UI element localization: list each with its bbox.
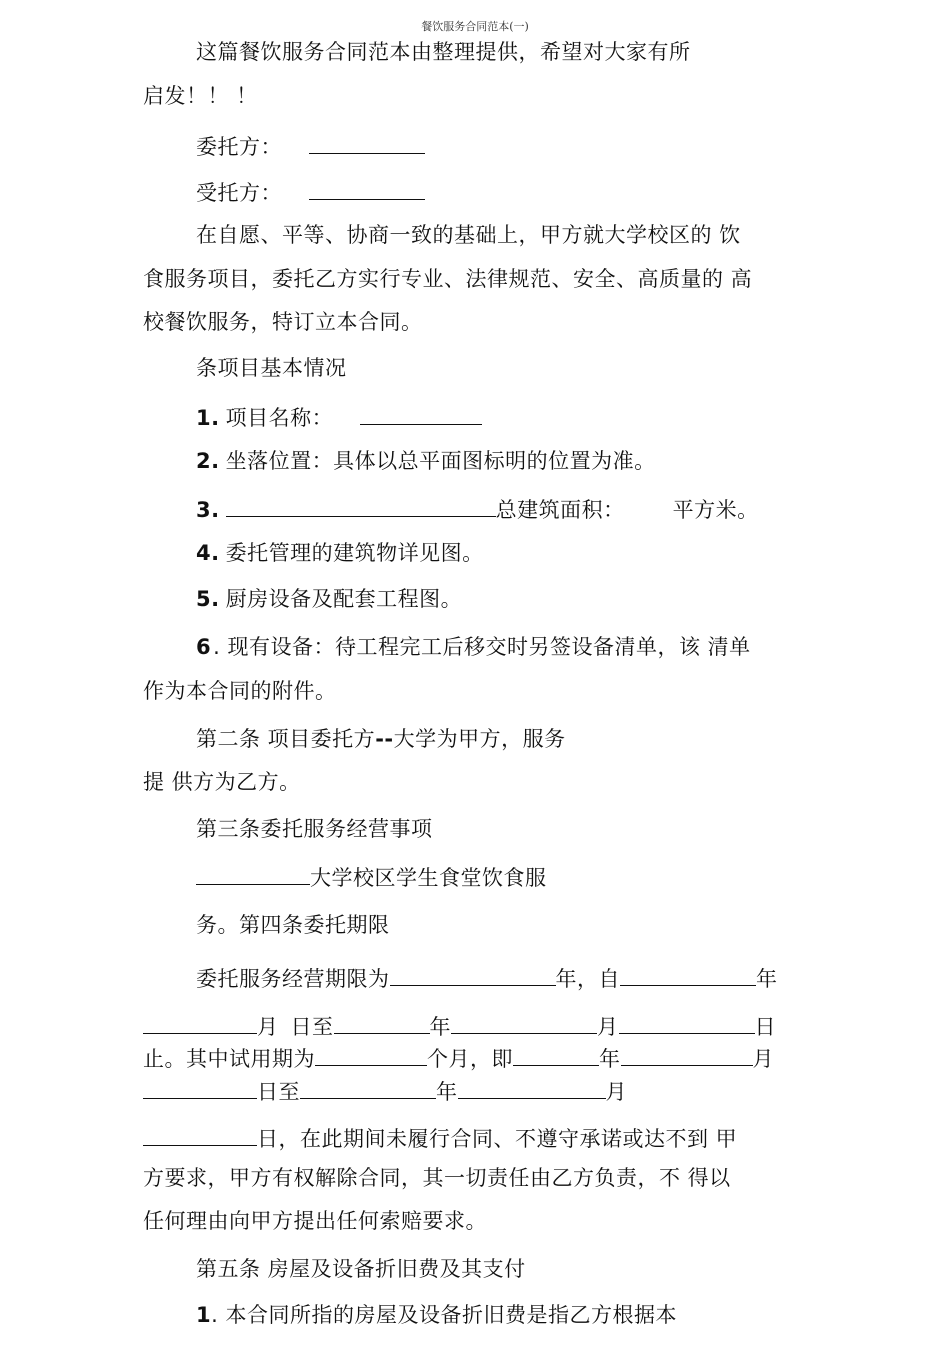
article1-item-1: 1. 项目名称：	[196, 405, 482, 429]
article4-line-4: 日至 年 月	[143, 1079, 627, 1103]
article2-line-1: 第二条 项目委托方--大学为甲方，服务	[196, 727, 566, 751]
article5-item-1: 1. 本合同所指的房屋及设备折旧费是指乙方根据本	[196, 1303, 677, 1327]
article1-title: 条项目基本情况	[196, 356, 347, 380]
contractor-label: 受托方：	[196, 181, 282, 205]
contractor-line	[196, 180, 425, 204]
intro-line-2: 启发！！ ！	[143, 84, 258, 108]
article2-line-2: 提 供方为乙方。	[143, 770, 301, 794]
article1-item-3: 3. 总建筑面积： 平方米。	[196, 498, 759, 522]
article3-content: 大学校区学生食堂饮食服	[196, 865, 547, 889]
intro-line-1: 这篇餐饮服务合同范本由整理提供，希望对大家有所	[196, 40, 691, 64]
article3-content-2: 务。第四条委托期限	[196, 913, 390, 937]
article4-line-1: 委托服务经营期限为 年，自 年	[196, 967, 778, 991]
university-blank	[196, 865, 310, 885]
article4-line-6: 方要求，甲方有权解除合同，其一切责任由乙方负责，不 得以	[143, 1166, 731, 1190]
article1-item-5: 5. 厨房设备及配套工程图。	[196, 587, 463, 611]
article1-item-6-cont: 作为本合同的附件。	[143, 679, 337, 703]
article4-line-5: 日，在此期间未履行合同、不遵守承诺或达不到 甲	[143, 1126, 737, 1150]
client-label: 委托方：	[196, 135, 282, 159]
article4-line-2: 月 日至 年 月 日	[143, 1014, 776, 1038]
article1-item-2: 2. 坐落位置：具体以总平面图标明的位置为准。	[196, 449, 656, 473]
article4-line-7: 任何理由向甲方提出任何索赔要求。	[143, 1209, 487, 1233]
contractor-blank	[309, 180, 425, 200]
article4-line-3: 止。其中试用期为 个月，即 年 月	[143, 1047, 774, 1071]
article3-title: 第三条委托服务经营事项	[196, 817, 433, 841]
client-line	[196, 134, 425, 158]
area-blank	[226, 497, 496, 517]
client-blank	[309, 134, 425, 154]
preamble-line-2: 食服务项目，委托乙方实行专业、法律规范、安全、高质量的 高	[143, 267, 753, 291]
preamble-line-1: 在自愿、平等、协商一致的基础上，甲方就大学校区的 饮	[196, 223, 741, 247]
article1-item-4: 4. 委托管理的建筑物详见图。	[196, 541, 484, 565]
article1-item-6: 6. 现有设备：待工程完工后移交时另签设备清单，该 清单	[196, 635, 751, 659]
article5-title: 第五条 房屋及设备折旧费及其支付	[196, 1257, 526, 1281]
page-header: 餐饮服务合同范本(一)	[421, 20, 529, 33]
preamble-line-3: 校餐饮服务，特订立本合同。	[143, 310, 423, 334]
project-name-blank	[360, 405, 482, 425]
